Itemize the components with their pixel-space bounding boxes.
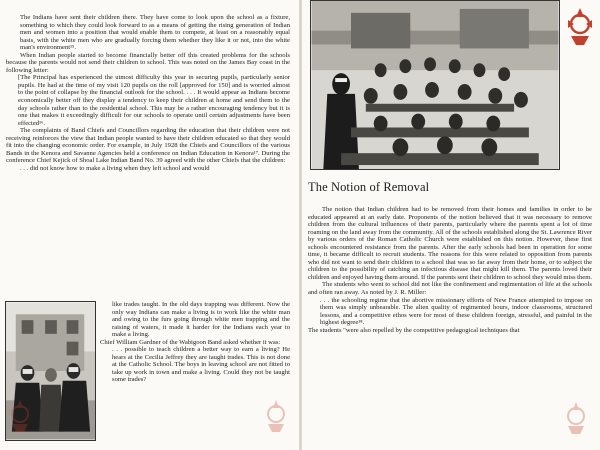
quote-line: . . . did not know how to make a living when they left school and would [20,164,210,172]
paragraph: The notion that Indian children had to be removed from their homes and families in order to be educated appeared at an early date. Proponents of the notion believed that it was necessary to remove children from the cultural influences of their parents, particularly where the parents spent a lot of time roaming on the land away from the community. All of the schools established along the St. Lawrence River by various orders of the Roman Catholic Church were established on this notion. However, these first schools encountered resistance from the parents. After the early schools had been in operation for some time, it became difficult to recruit students. The reasons for this were related to opposition from parents who did not want to send their children to a school that was so far away from their home, or to subject the children to the possibility of catching an infectious disease that might kill them. The parents loved their children and enjoyed having them around. If the parents sent their children to school they would miss them. [308,206,593,281]
quote-block: [The Principal has experienced the utmost difficulty this year in securing pupils, particularly senior pupils. He had at the time of my visit 120 pupils on the roll [approved for 150] and is worried almost to the point of collapse by the financial outlook for the school. . . . It would appear as Indians become economically better off they display a tendency to keep their children at home and send them to the day schools rather than to the residential school. This may be a rather encouraging tendency but it is one that makes it exceedingly difficult for our schools to operate until certain adjustments have been effected¹⁶. [18,74,290,127]
paragraph: Chief William Gardner of the Wabigoon Band asked whether it was: [100,338,281,346]
left-top-text [6,14,290,172]
paragraph: When Indian people started to become financially better off this created problems for the schools because the parents would not send their children to school. This was noted on the James Bay coast in the following letter: [6,51,290,74]
emblem-bottom-right [564,400,588,436]
paragraph: The complaints of Band Chiefs and Councillors regarding the education that their children were not receiving reinforces the view that Indian people wanted to have their children educated so that they would fit into the changing economic order. For example, in July 1928 the Chiefs and Councillors of the various Bands in the Kenora and Savanne Agencies held a conference on Indian Education in Kenora¹⁷. During the conference Chief Kejick of Shoal Lake Indian Band No. 39 agreed with the other Chiefs that the children: [6,127,290,165]
quote-block: . . . possible to teach children a better way to earn a living? He hears at the Cecilia Jeffrey they are taught trades. This is not done at the Catholic School. The boys in leaving school are not fitted to take up work in town and make a living. Could they not be taught some trades? [112,346,290,384]
right-body-text [308,206,592,334]
left-side-text [100,301,290,384]
quote-block: . . . the schooling regime that the abortive missionary efforts of New France attempted to impose on them was simply unbearable. The alien quality of regimented hours, indoor classrooms, structured lessons, and a competitive ethos were for most of these children foreign, stressful, and painful in the highest degree¹⁸. [320,296,592,327]
quote-block: like trades taught. In the old days trapping was different. Now the only way Indians can make a living is to work like the white man and owing to the furs going through white men trapping and the raising of waters, it made it harder for the Indians each year to make a living. [112,301,290,339]
quote-block: The Indians have sent their children there. They have come to look upon the school as a fixture, something to which they could look forward to as a means of getting the rising generation of Indian men and women into a position that would enable them to compete, at least on a reasonably equal basis, with the white men who are gradually forcing them whether they like it or not, into the white man's environment¹⁵. [20,14,290,52]
paragraph: The students "were also repelled by the competitive pedagogical techniques that [308,326,520,334]
photo-image [311,1,559,169]
right-page [302,0,600,450]
photo-classroom [310,0,560,170]
emblem-bottom-left-right [264,398,288,434]
emblem-bottom-left-left [8,398,32,434]
paragraph: The students who went to school did not like the confinement and regimentation of life at the schools and often ran away. As noted by J. R. Miller: [308,281,592,297]
emblem-top-right [566,6,594,46]
section-heading: The Notion of Removal [308,180,430,194]
